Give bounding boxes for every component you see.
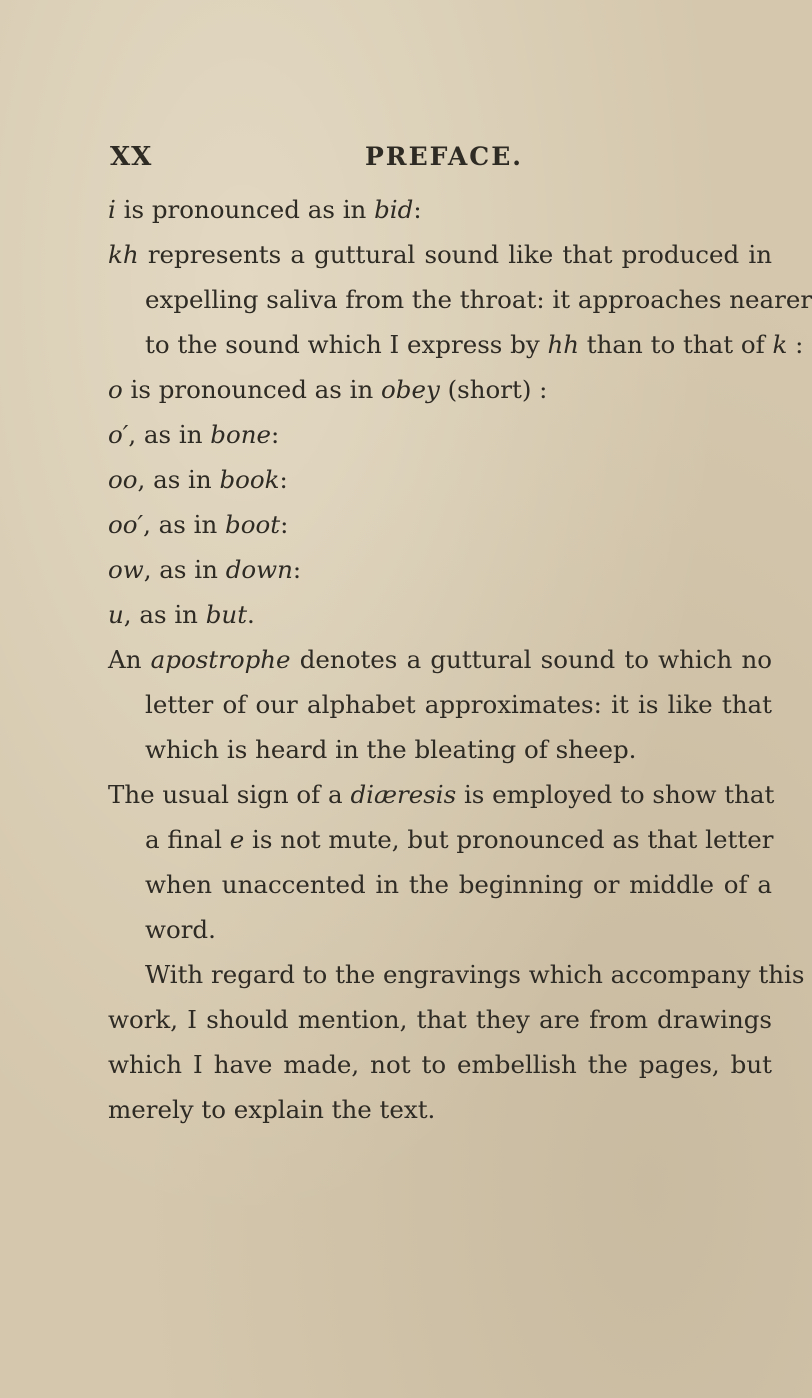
entry-example: but xyxy=(205,600,248,629)
engravings-line-4: merely to explain the text. xyxy=(108,1095,436,1124)
entry-ow: ow, as in down: xyxy=(108,555,302,584)
entry-kh-line-2: expelling saliva from the throat: it approaches nearer xyxy=(145,285,812,314)
diaeresis-line-1: The usual sign of a diæresis is employed to show that xyxy=(108,780,775,809)
entry-example: bone xyxy=(210,420,271,449)
entry-o: o is pronounced as in obey (short) : xyxy=(108,375,548,404)
entry-letter: oo′ xyxy=(108,510,144,539)
entry-example: book xyxy=(219,465,280,494)
entry-o-prime: o′, as in bone: xyxy=(108,420,280,449)
entry-letter: o′ xyxy=(108,420,129,449)
entry-letter: kh xyxy=(108,240,139,269)
engravings-line-1: With regard to the engravings which accompany this xyxy=(145,960,805,989)
diaeresis-line-2: a final e is not mute, but pronounced as that letter xyxy=(145,825,774,854)
entry-u: u, as in but. xyxy=(108,600,255,629)
apostrophe-line-3: which is heard in the bleating of sheep. xyxy=(145,735,637,764)
diaeresis-line-4: word. xyxy=(145,915,216,944)
page-number: XX xyxy=(110,142,153,172)
engravings-line-3: which I have made, not to embellish the pages, but xyxy=(108,1050,772,1079)
entry-kh-line-1: kh represents a guttural sound like that produced in xyxy=(108,240,772,269)
entry-letter: u xyxy=(108,600,124,629)
entry-example: bid xyxy=(374,195,414,224)
engravings-line-2: work, I should mention, that they are from drawings xyxy=(108,1005,772,1034)
running-title: PREFACE. xyxy=(365,142,523,171)
entry-letter: i xyxy=(108,195,116,224)
entry-i: i is pronounced as in bid: xyxy=(108,195,422,224)
apostrophe-line-2: letter of our alphabet approximates: it is like that xyxy=(145,690,772,719)
entry-example: boot xyxy=(225,510,281,539)
entry-example: obey xyxy=(381,375,440,404)
entry-letter: o xyxy=(108,375,123,404)
entry-oo: oo, as in book: xyxy=(108,465,288,494)
apostrophe-line-1: An apostrophe denotes a guttural sound to which no xyxy=(108,645,772,674)
diaeresis-line-3: when unaccented in the beginning or middle of a xyxy=(145,870,772,899)
entry-kh-line-3: to the sound which I express by hh than to that of k : xyxy=(145,330,804,359)
entry-oo-prime: oo′, as in boot: xyxy=(108,510,289,539)
entry-example: down xyxy=(225,555,293,584)
entry-letter: ow xyxy=(108,555,144,584)
entry-letter: oo xyxy=(108,465,138,494)
page-header xyxy=(0,142,800,182)
